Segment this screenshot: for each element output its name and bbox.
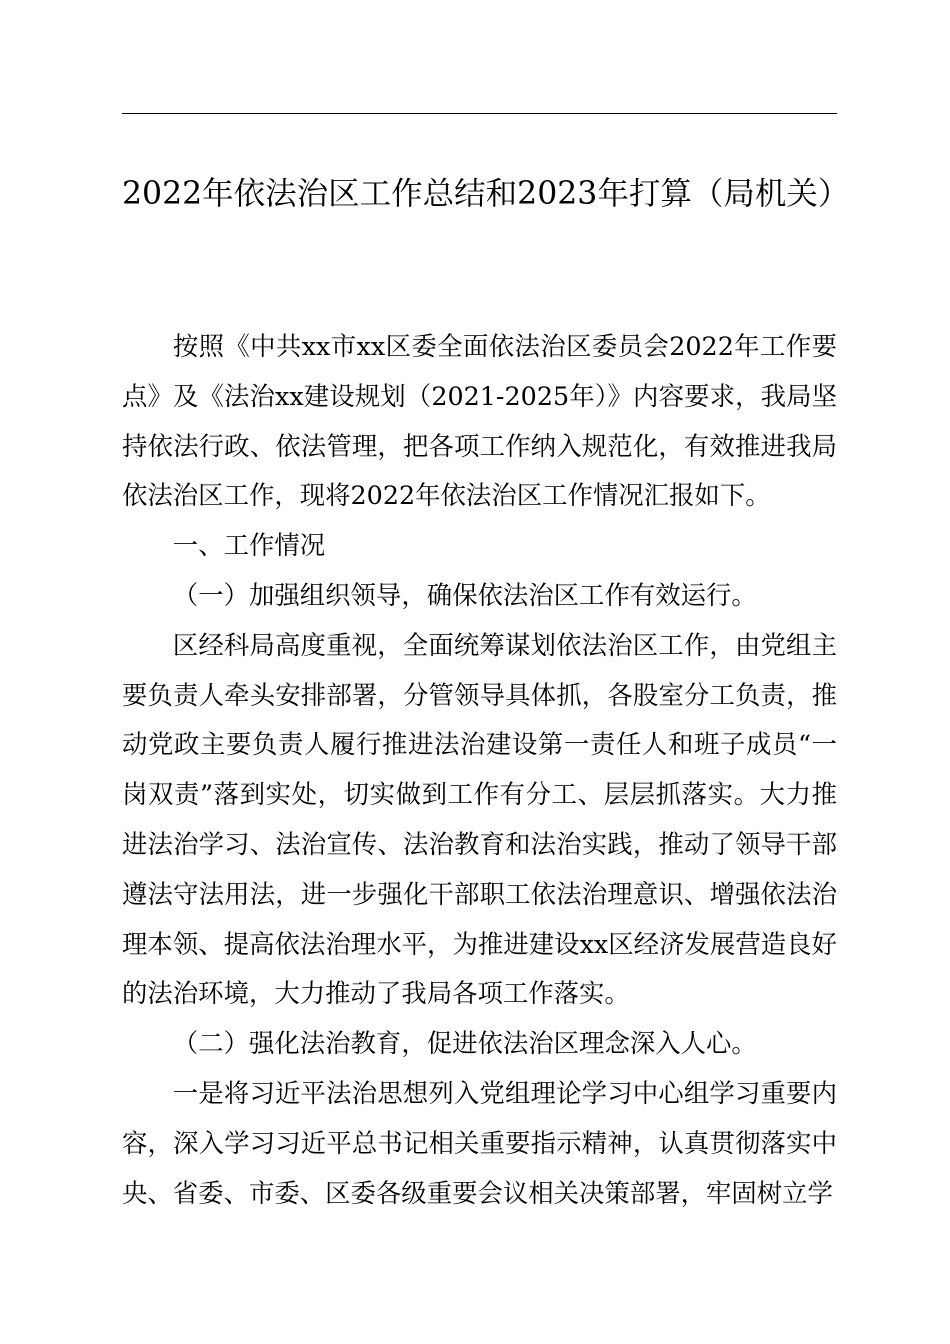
header-rule bbox=[122, 113, 837, 114]
subsection-heading: （二）强化法治教育，促进依法治区理念深入人心。 bbox=[172, 1028, 757, 1059]
document-title: 2022年依法治区工作总结和2023年打算（局机关） bbox=[122, 176, 850, 212]
body-paragraph: 区经科局高度重视，全面统筹谋划依法治区工作，由党组主要负责人牵头安排部署，分管领导具体抓，各股室分工负责，推动党政主要负责人履行推进法治建设第一责任人和班子成员“一岗双责”落到实处，切实做到工作有分工、层层抓落实。大力推进法治学习、法治宣传、法治教育和法治实践，推动了领导干部遵法守法用法，进一步强化干部职工依法治理意识、增强依法治理本领、提高依法治理水平，为推进建设xx区经济发展营造良好的法治环境，大力推动了我局各项工作落实。 bbox=[122, 629, 837, 1009]
body-paragraph: 一是将习近平法治思想列入党组理论学习中心组学习重要内容，深入学习习近平总书记相关重要指示精神，认真贯彻落实中央、省委、市委、区委各级重要会议相关决策部署，牢固树立学 bbox=[122, 1077, 837, 1208]
subsection-heading: （一）加强组织领导，确保依法治区工作有效运行。 bbox=[172, 579, 757, 610]
intro-paragraph: 按照《中共xx市xx区委全面依法治区委员会2022年工作要点》及《法治xx建设规划（2021-2025年）》内容要求，我局坚持依法行政、依法管理，把各项工作纳入规范化，有效推进我局依法治区工作，现将2022年依法治区工作情况汇报如下。 bbox=[122, 331, 837, 511]
document-body bbox=[122, 322, 837, 1218]
section-heading: 一、工作情况 bbox=[172, 530, 326, 561]
